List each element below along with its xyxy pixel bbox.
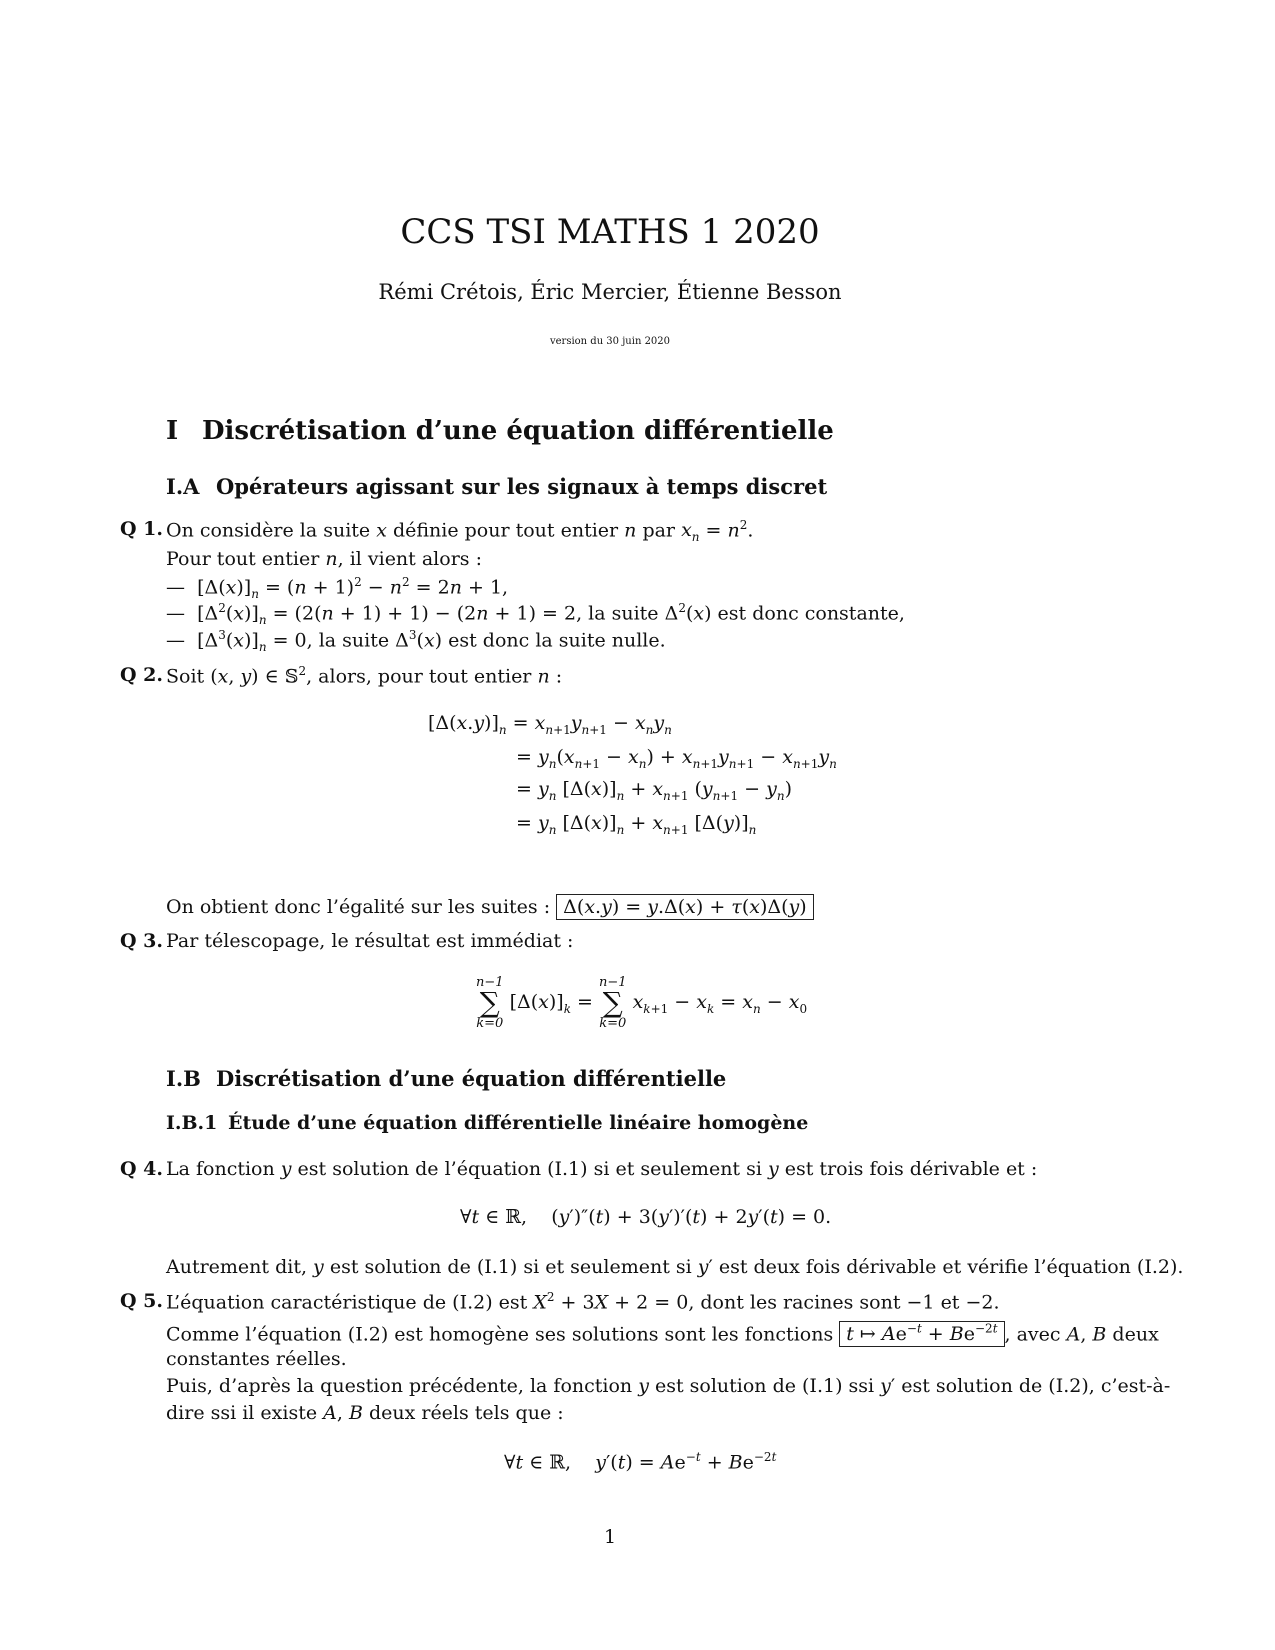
q4-text: La fonction y est solution de l’équation (I.1) si et seulement si y est trois fois dérivable et : — [166, 1158, 1038, 1180]
q2-boxed-result: Δ(x.y) = y.Δ(x) + τ(x)Δ(y) — [556, 894, 813, 920]
q2-conclusion: On obtient donc l’égalité sur les suites : Δ(x.y) = y.Δ(x) + τ(x)Δ(y) — [166, 896, 814, 918]
q1-item-1: — $[\Delta(x)]_n = (n + 1)^2 - n^2 = 2n + 1$, — [166, 575, 509, 602]
subsection-number: I.B — [166, 1066, 201, 1091]
q1-item-2: — $[\Delta^2(x)]_n = (2(n + 1) + 1) - (2n + 1) = 2$, la suite $\Delta^2(x)$ est donc constante, — [166, 601, 905, 628]
subsection-heading-IA — [166, 474, 827, 499]
question-label-q5: Q 5. — [120, 1290, 164, 1312]
q1-line2: Pour tout entier n, il vient alors : — [166, 548, 482, 570]
document-version: version du 30 juin 2020 — [549, 336, 671, 347]
q2-equation-line-2: = $y_n(x_{n+1} - x_n) + x_{n+1}y_{n+1} - x_{n+1}y_n$ — [516, 746, 837, 771]
q2-equation-line-3: = $y_n$ $[\Delta(x)]_n + x_{n+1}$ $(y_{n+1} - y_n)$ — [516, 778, 792, 803]
q5-line-5: dire ssi il existe A, B deux réels tels que : — [166, 1402, 564, 1424]
q4-equation: ∀t ∈ ℝ, (y′)″(t) + 3(y′)′(t) + 2y′(t) = 0. — [460, 1206, 832, 1228]
question-label-q1: Q 1. — [120, 518, 164, 540]
q2-equation-line-1: $[\Delta(x.y)]_n = x_{n+1}y_{n+1} - x_ny_n$ — [428, 712, 672, 737]
q1-intro: On considère la suite x définie pour tout entier n par $x_n = n^2$. — [166, 518, 754, 545]
q5-line-4: Puis, d’après la question précédente, la fonction y est solution de (I.1) ssi y′ est solution de (I.2), c’est-à- — [166, 1375, 1171, 1397]
question-label-q3: Q 3. — [120, 930, 164, 952]
subsection-number: I.A — [166, 474, 200, 499]
subsubsection-number: I.B.1 — [166, 1112, 218, 1134]
subsection-heading-IB — [166, 1066, 726, 1091]
question-label-q2: Q 2. — [120, 664, 164, 686]
subsubsection-title: Étude d’une équation différentielle linéaire homogène — [228, 1112, 809, 1134]
q4-after: Autrement dit, y est solution de (I.1) si et seulement si y′ est deux fois dérivable et vérifie l’équation (I.2). — [166, 1256, 1184, 1278]
q5-boxed-solutions: t ↦ $Ae^{-t} + Be^{-2t}$ — [839, 1321, 1004, 1347]
document-authors: Rémi Crétois, Éric Mercier, Étienne Besson — [378, 280, 842, 304]
q5-line-1: L’équation caractéristique de (I.2) est $X^2 + 3X + 2 = 0$, dont les racines sont −1 et −2. — [166, 1290, 1000, 1314]
section-heading-I — [166, 416, 834, 446]
section-number: I — [166, 416, 179, 446]
subsection-title: Discrétisation d’une équation différentielle — [216, 1066, 727, 1091]
q5-equation: ∀t ∈ ℝ, $y'(t) = Ae^{-t} + Be^{-2t}$ — [504, 1450, 777, 1474]
q2-intro: Soit (x, y) ∈ 𝕊$^2$, alors, pour tout entier n : — [166, 664, 563, 688]
q3-telescoping-equation: n−1 ∑ k=0 $[\Delta(x)]_k$ = n−1 ∑ k=0 $x_{k+1} - x_k = x_n - x_0$ — [476, 975, 808, 1031]
subsubsection-heading-IB1 — [166, 1112, 808, 1134]
q1-item-3: — $[\Delta^3(x)]_n = 0$, la suite $\Delta^3(x)$ est donc la suite nulle. — [166, 628, 666, 655]
q2-equation-line-4: = $y_n$ $[\Delta(x)]_n + x_{n+1}$ $[\Delta(y)]_n$ — [516, 812, 757, 837]
q3-text: Par télescopage, le résultat est immédiat : — [166, 930, 574, 952]
section-title: Discrétisation d’une équation différentielle — [202, 416, 834, 446]
subsection-title: Opérateurs agissant sur les signaux à temps discret — [216, 474, 828, 499]
q5-line-3: constantes réelles. — [166, 1348, 347, 1370]
document-title: CCS TSI MATHS 1 2020 — [400, 212, 820, 252]
page-number: 1 — [603, 1526, 617, 1548]
question-label-q4: Q 4. — [120, 1158, 164, 1180]
q5-line-2: Comme l’équation (I.2) est homogène ses solutions sont les fonctions t ↦ $Ae^{-t} + Be^{-2t}$ , avec A, B deux — [166, 1322, 1159, 1346]
